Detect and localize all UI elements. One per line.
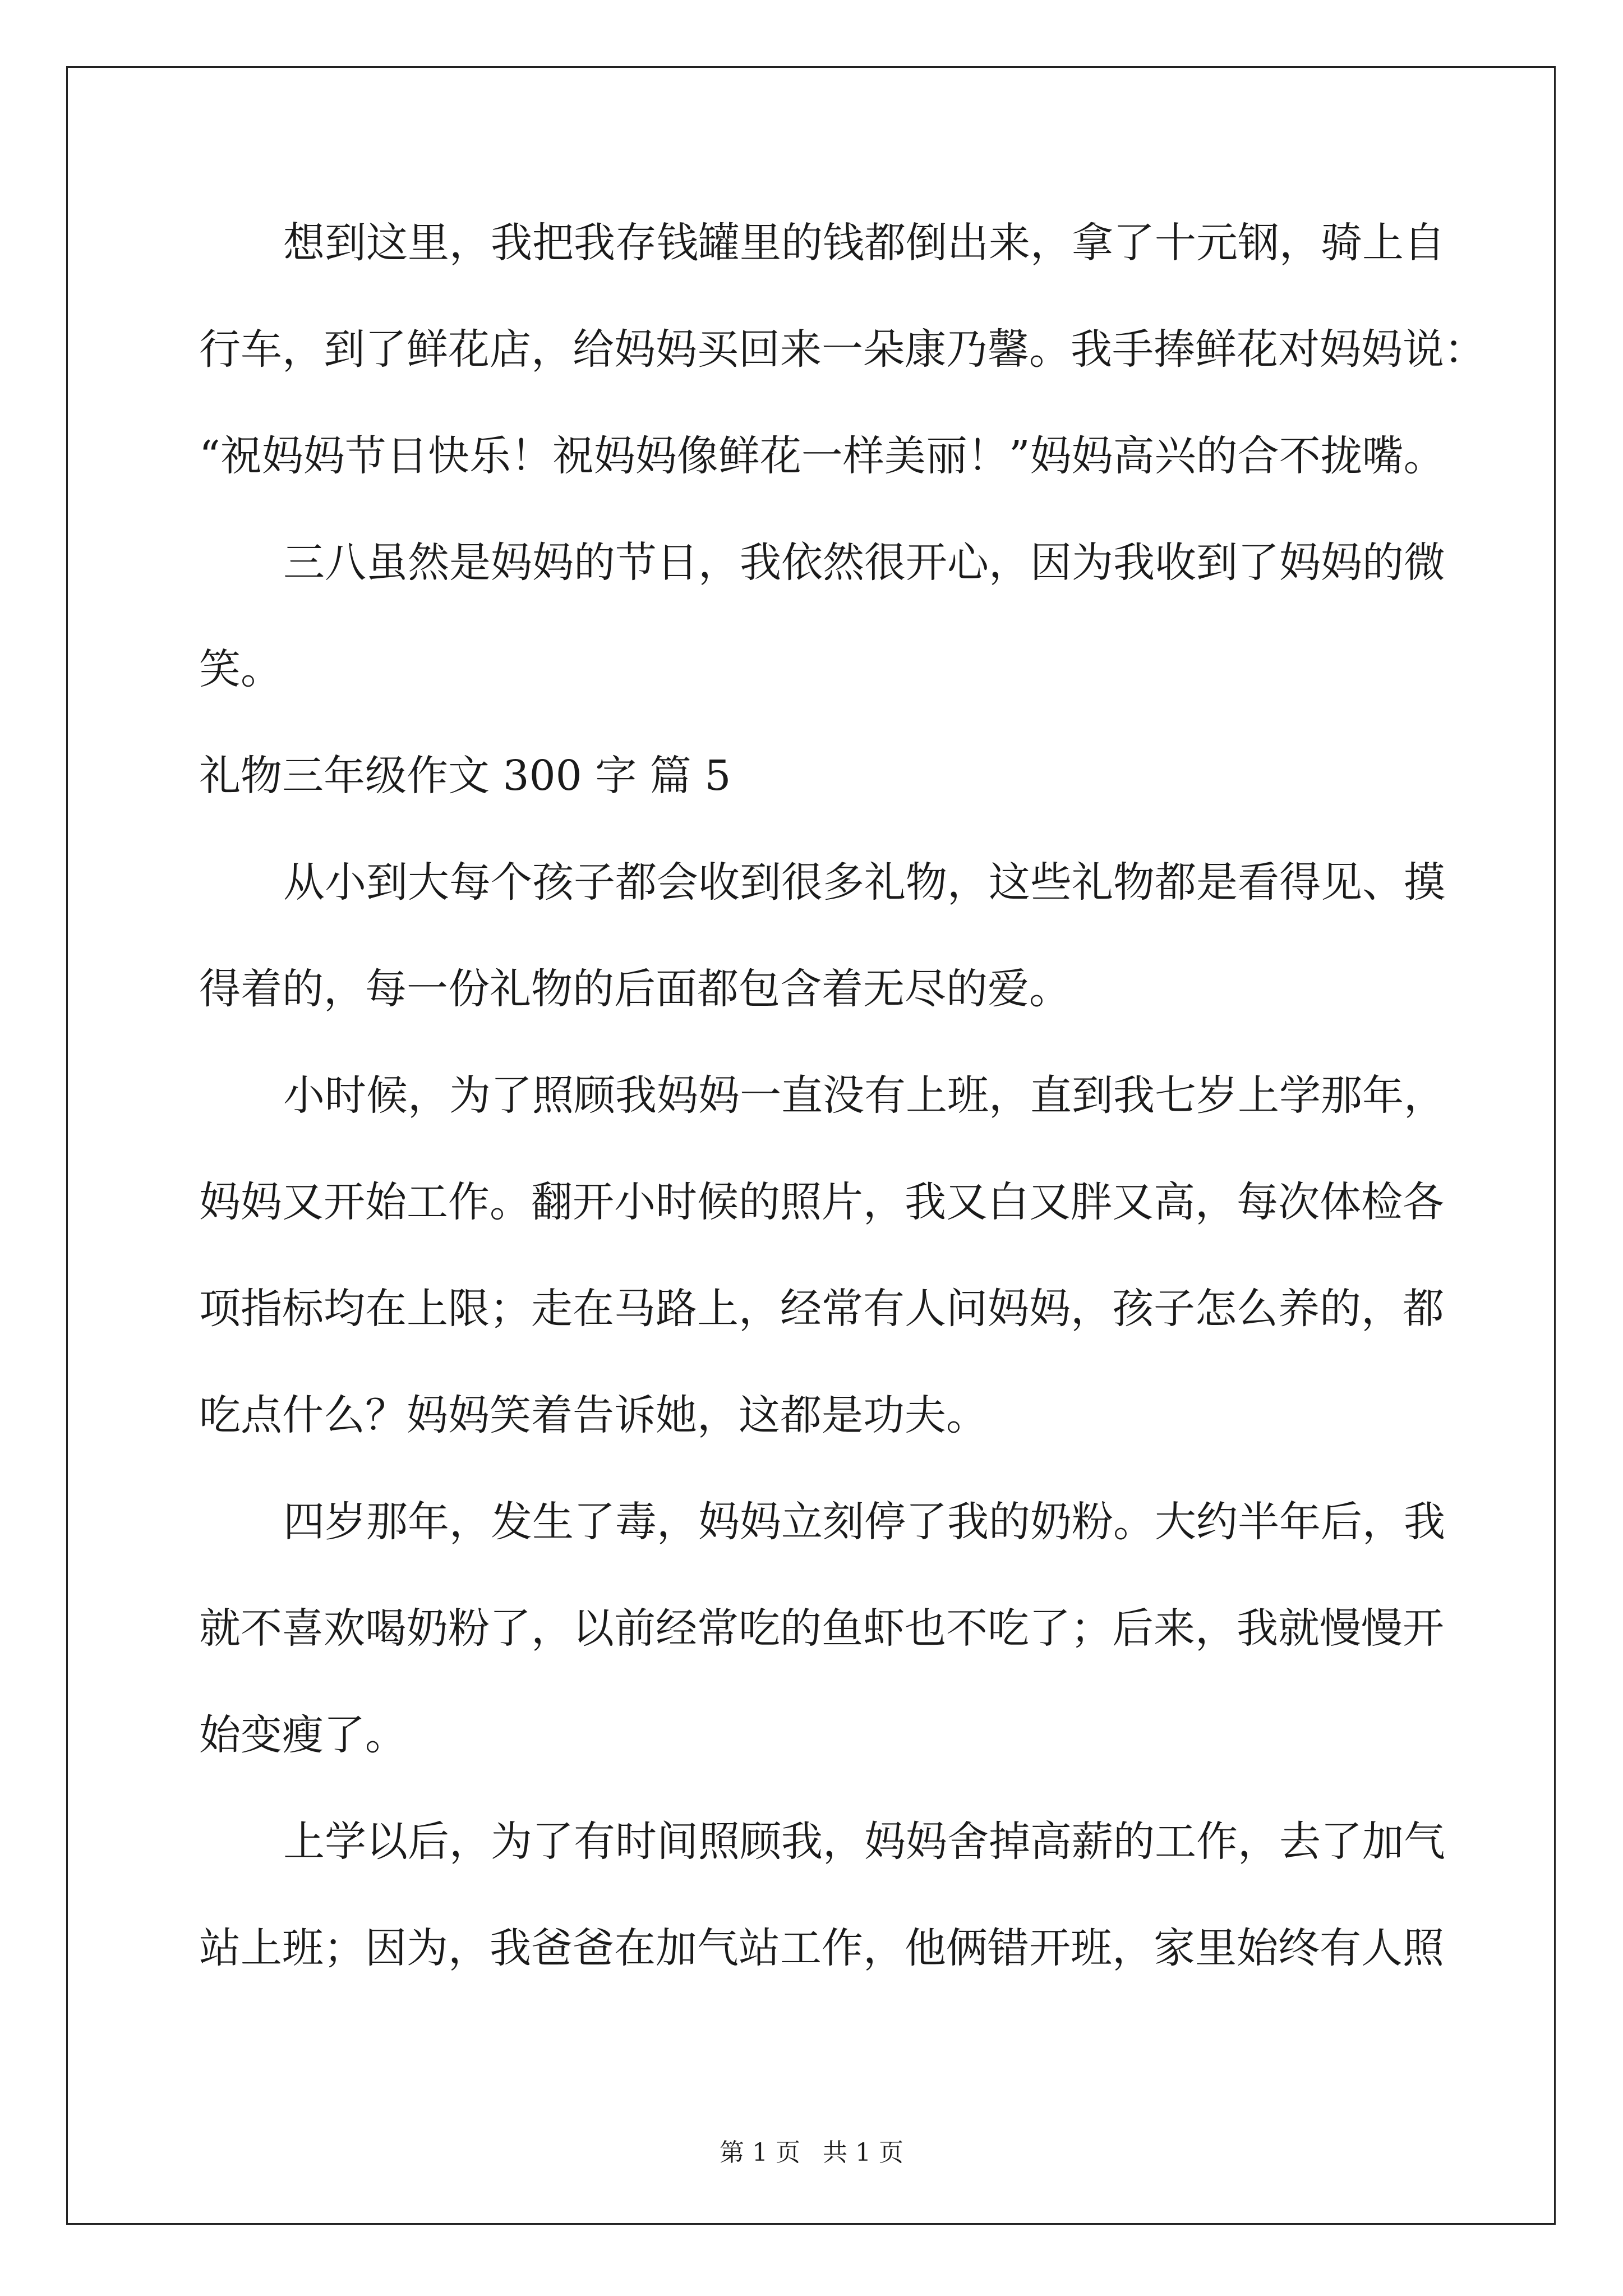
page-footer bbox=[0, 2136, 1623, 2170]
paragraph-line: 笑。 bbox=[199, 645, 282, 693]
page-number: 第 1 页 bbox=[720, 2138, 800, 2167]
paragraph-line: 从小到大每个孩子都会收到很多礼物，这些礼物都是看得见、摸 bbox=[283, 858, 1445, 907]
paragraph-line: 妈妈又开始工作。翻开小时候的照片，我又白又胖又高，每次体检各 bbox=[199, 1178, 1444, 1226]
paragraph-line: 四岁那年，发生了毒，妈妈立刻停了我的奶粉。大约半年后，我 bbox=[283, 1498, 1445, 1546]
paragraph-line: “祝妈妈节日快乐！祝妈妈像鲜花一样美丽！”妈妈高兴的合不拢嘴。 bbox=[199, 432, 1445, 480]
paragraph-line: 始变瘦了。 bbox=[199, 1711, 407, 1759]
paragraph-line: 就不喜欢喝奶粉了，以前经常吃的鱼虾也不吃了；后来，我就慢慢开 bbox=[199, 1604, 1444, 1653]
paragraph-line: 想到这里，我把我存钱罐里的钱都倒出来，拿了十元钢，骑上自 bbox=[283, 219, 1445, 267]
paragraph-line: 小时候，为了照顾我妈妈一直没有上班，直到我七岁上学那年， bbox=[283, 1071, 1445, 1120]
page-border bbox=[66, 66, 1556, 2225]
paragraph-line: 得着的，每一份礼物的后面都包含着无尽的爱。 bbox=[199, 965, 1071, 1013]
paragraph-line: 三八虽然是妈妈的节日，我依然很开心，因为我收到了妈妈的微 bbox=[283, 539, 1445, 587]
section-heading: 礼物三年级作文 300 字 篇 5 bbox=[199, 752, 731, 800]
paragraph-line: 吃点什么？妈妈笑着告诉她，这都是功夫。 bbox=[199, 1391, 988, 1439]
paragraph-line: 上学以后，为了有时间照顾我，妈妈舍掉高薪的工作，去了加气 bbox=[283, 1818, 1445, 1866]
paragraph-line: 项指标均在上限；走在马路上，经常有人问妈妈，孩子怎么养的，都 bbox=[199, 1285, 1444, 1333]
paragraph-line: 行车，到了鲜花店，给妈妈买回来一朵康乃馨。我手捧鲜花对妈妈说： bbox=[199, 325, 1486, 374]
paragraph-line: 站上班；因为，我爸爸在加气站工作，他俩错开班，家里始终有人照 bbox=[199, 1924, 1444, 1972]
page-total: 共 1 页 bbox=[823, 2138, 903, 2167]
